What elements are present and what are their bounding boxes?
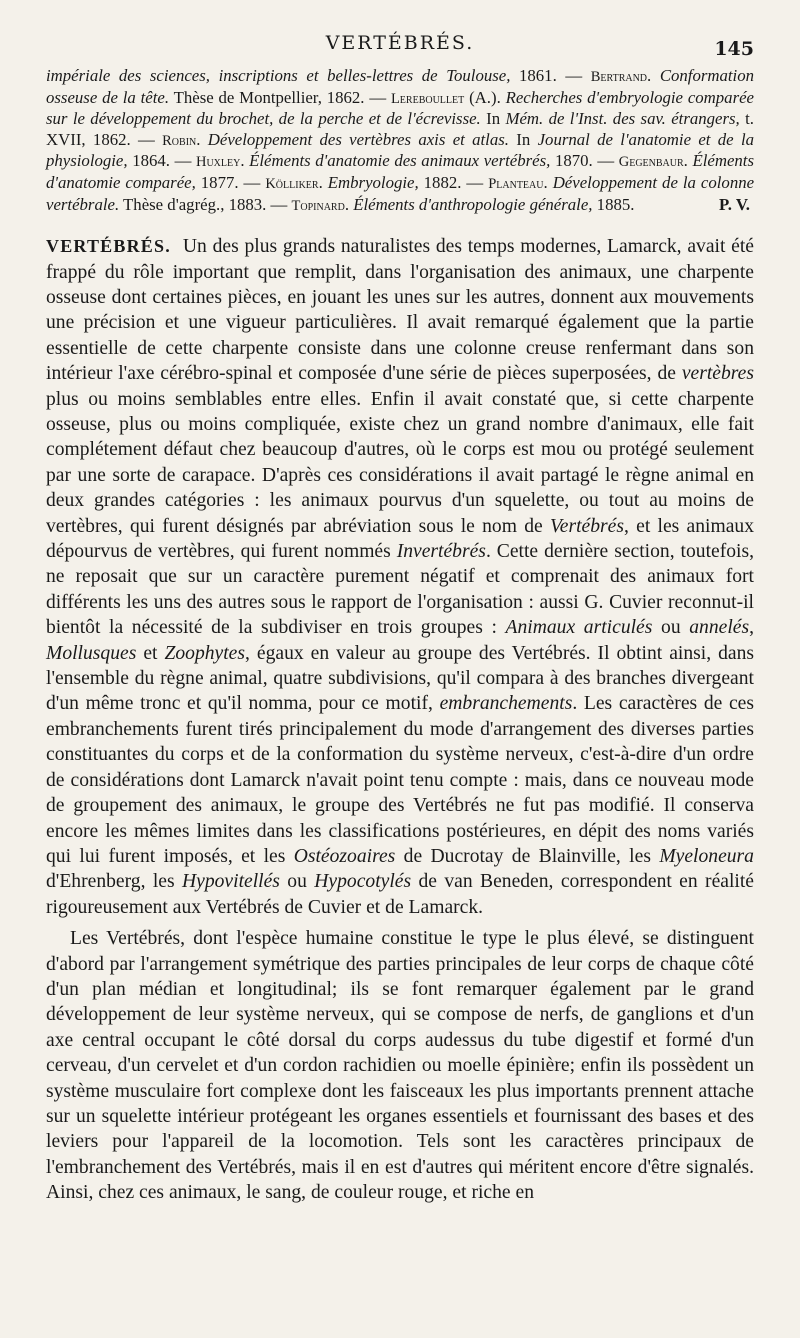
italic-term: Mollusques [46, 642, 137, 664]
text-run: ou [279, 871, 315, 893]
page-number: 145 [714, 38, 754, 60]
bib-author: Kölliker [265, 175, 319, 192]
bib-title: Éléments d'anatomie des animaux vertébrés, [249, 151, 551, 171]
bib-text: 1882. — [418, 172, 489, 192]
italic-term: vertèbres [681, 363, 754, 385]
italic-term: Vertébrés [549, 515, 624, 537]
italic-term: annelés [689, 617, 750, 639]
bib-title: Journal de l'anatomie et de la physiologie, [46, 129, 754, 171]
italic-term: embranchements [439, 693, 573, 715]
text-run: , égaux en valeur au groupe des Vertébrés. Il obtint ainsi, dans l'ensemble du règne animal, quatre subdivisions, qu'il compara à des branches divergeant d'un même tronc et qu'il nomma, pour ce motif, [46, 642, 754, 715]
bib-text: 1864. — [127, 151, 196, 171]
bib-author: Topinard [291, 197, 345, 214]
paragraph-2: Les Vertébrés, dont l'espèce humaine constitue le type le plus élevé, se distinguent d'abord par l'arrangement symétrique des parties principales de leur corps de chaque côté d'un plan médian et longitudinal; ils se font remarquer également par le grand développement de leur système nerveux, qui se compose de nerfs, de ganglions et d'un axe central occupant le côté dorsal du corps audessus du tube digestif et formé d'un cerveau, d'un cervelet et d'un cordon rachidien ou moelle épinière; enfin ils possèdent un système musculaire fort complexe dont les faisceaux les plus importants prennent attache sur un squelette intérieur protégeant les organes essentiels et fournissant des bases et des leviers pour l'appareil de la locomotion. Tels sont les caractères principaux de l'embranchement des Vertébrés, mais il en est d'autres qui méritent encore d'être signalés. Ainsi, chez ces animaux, le sang, de couleur rouge, et riche en [46, 928, 754, 1204]
text-run: , [749, 617, 755, 639]
bib-text: In [508, 129, 538, 149]
bib-title: Conformation osseuse de la tête. [46, 66, 755, 107]
text-run: de van Beneden, correspondent en réalité rigoureusement aux Vertébrés de Cuvier et de Lamarck. [46, 871, 754, 918]
bib-title: Développement des vertèbres axis et atlas. [207, 129, 509, 149]
bib-text: . [647, 66, 660, 85]
text-run: Un des plus grands naturalistes des temps modernes, Lamarck, avait été frappé du rôle important que remplit, dans l'organisation des animaux, une charpente osseuse dont certaines pièces, en jouant les unes sur les autres, donnent aux mouvements une précision et une vigueur particulières. Il avait remarqué également que la partie essentielle de cette charpente consiste dans une colonne creuse renfermant dans son intérieur l'axe cérébro-spinal et composée d'une série de pièces superposées, de [46, 236, 754, 385]
bib-text: 1877. — [195, 172, 266, 192]
bib-author: Bertrand [590, 69, 648, 85]
entry-heading: VERTÉBRÉS. [46, 236, 171, 257]
text-run: et [136, 642, 165, 664]
bib-author: Huxley [195, 154, 241, 171]
bib-text: Thèse de Montpellier, 1862. — [169, 87, 391, 107]
paragraph-1 [46, 234, 754, 920]
bib-text: impériale des sciences, inscriptions et belles-lettres de Toulouse, [46, 66, 511, 85]
bib-text: . [196, 129, 208, 149]
bib-text: . [318, 172, 328, 192]
italic-term: Hypovitellés [181, 871, 280, 893]
italic-term: Myeloneura [659, 845, 754, 867]
italic-term: Animaux articulés [505, 617, 653, 639]
italic-term: Ostéozoaires [293, 845, 396, 867]
bib-text: t. XVII, 1862. — [46, 109, 754, 149]
bib-title: Éléments d'anatomie comparée, [46, 151, 754, 192]
bib-text: . [240, 151, 250, 171]
author-signature: P. V. [719, 194, 750, 214]
bib-title: Éléments d'anthropologie générale, [353, 194, 593, 214]
bib-text: 1870. — [550, 151, 619, 171]
bib-text: (A.). [464, 87, 506, 107]
bib-author: Lereboullet [390, 90, 465, 107]
bib-text: 1885. [592, 194, 635, 214]
text-run: . Cette dernière section, toutefois, ne reposait que sur un caractère purement négatif et comprenait des animaux fort différents les uns des autres sous le rapport de l'organisation : aussi G. Cuvier reconnut-il bientôt la nécessité de la subdiviser en trois groupes : [46, 541, 754, 639]
bib-text: . [344, 194, 354, 214]
italic-term: Invertébrés [396, 541, 486, 563]
page-header [46, 28, 754, 62]
running-head: VERTÉBRÉS. [325, 32, 475, 54]
bib-title: Mém. de l'Inst. des sav. étrangers, [505, 109, 740, 129]
bib-title: Recherches d'embryologie comparée sur le développement du brochet, de la perche et de l'écrevisse. [46, 87, 754, 129]
bib-text: In [480, 109, 506, 129]
bib-text: 1861. — [510, 66, 591, 85]
text-run: d'Ehrenberg, les [46, 871, 182, 893]
bib-text: . [683, 151, 693, 171]
article-body [46, 234, 754, 1205]
bibliography-block [46, 66, 754, 216]
italic-term: Zoophytes [164, 642, 245, 664]
bib-title: Développement de la colonne vertébrale. [46, 172, 755, 214]
bib-text: Thèse d'agrég., 1883. — [119, 194, 292, 214]
bib-author: Robin [162, 132, 197, 149]
bib-author: Gegenbaur [618, 154, 684, 171]
bib-title: Embryologie, [327, 172, 419, 192]
bib-author: Planteau [488, 175, 544, 192]
text-run: . Les caractères de ces embranchements furent tirés principalement du mode d'arrangement des diverses parties constituantes du corps et de la conformation du système nerveux, c'est-à-dire d'un ordre de considérations dont Lamarck n'avait point tenu compte : mais, dans ce nouveau mode de groupement des animaux, le groupe des Vertébrés ne fut pas modifié. Il conserva encore les mêmes limites dans les classifications postérieures, en dépit des noms variés qui lui furent imposés, et les [46, 693, 755, 867]
text-run: ou [652, 617, 690, 639]
text-run: plus ou moins semblables entre elles. Enfin il avait constaté que, si cette charpente osseuse, plus ou moins compliquée, existe chez un grand nombre d'animaux, elle fait complétement défaut chez beaucoup d'autres, où le corps est mou ou protégé seulement par une sorte de carapace. D'après ces considérations il avait partagé le règne animal en deux grandes catégories : les animaux pourvus d'un squelette, ou tout au moins de vertèbres, qui furent désignés par abréviation sous le nom de [46, 388, 754, 537]
text-run: , et les animaux dépourvus de vertèbres, qui furent nommés [46, 515, 755, 563]
italic-term: Hypocotylés [314, 871, 412, 893]
bib-text: . [543, 172, 553, 192]
text-run: de Ducrotay de Blainville, les [395, 845, 660, 867]
